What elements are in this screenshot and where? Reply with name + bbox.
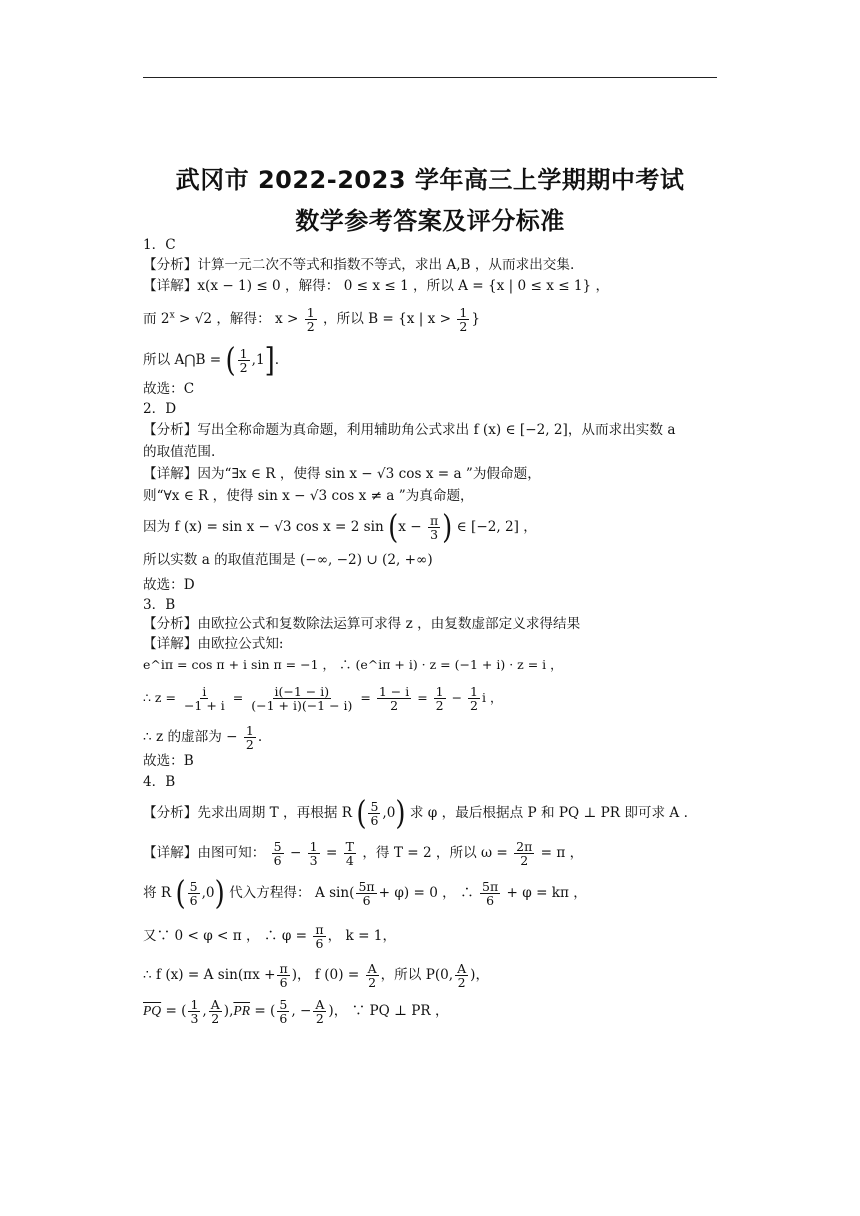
- frac-den: 6: [189, 893, 198, 908]
- frac-num: i(−1 − i): [274, 684, 330, 699]
- q1-l2-exp: x: [169, 310, 175, 321]
- q4-d4-post: )，: [470, 967, 490, 983]
- q3-header: 3．B: [143, 597, 176, 613]
- q4-d2-post: + φ = kπ ，: [506, 885, 587, 901]
- q1-detail-text: x(x − 1) ≤ 0 ，解得： 0 ≤ x ≤ 1 ，所以 A = {x | 0 ≤ x ≤ 1} ，: [197, 278, 610, 294]
- q4-frac-5-6-b: [188, 880, 200, 907]
- q3-analysis: 【分析】由欧拉公式和复数除法运算可求得 z ，由复数虚部定义求得结果: [143, 616, 581, 632]
- frac-num: 1 − i: [378, 684, 410, 699]
- frac-den: (−1 + i)(−1 − i): [251, 698, 353, 713]
- q2-analysis-1: 【分析】写出全称命题为真命题，利用辅助角公式求出 f (x) ∈ [−2, 2]，从而求出实数 a: [143, 422, 676, 438]
- vector-pq: $\overline{PQ}$: [143, 1003, 162, 1018]
- q2-analysis-2: 的取值范围.: [143, 444, 216, 460]
- q1-header: 1．C: [143, 237, 176, 253]
- q4-an-mid: ,0: [382, 805, 396, 821]
- q1-l3-pre: 所以 A⋂B =: [143, 352, 222, 368]
- q2-answer: 故选：D: [143, 577, 195, 593]
- frac-num: T: [345, 839, 355, 854]
- left-paren: (: [356, 794, 367, 833]
- frac-num: A: [315, 997, 325, 1012]
- q4-d4-mid2: ，所以 P(0,: [380, 967, 454, 983]
- q4-detail-5: $\overline{PQ}$ = ( $\frac{1}{3}$ , $\frac{A}{2}$ )$,\overline{PR}$ = ( $\frac{5}{6}$ , − $\frac{A}{2}$ )， ∵ PQ ⊥ PR ，: [143, 997, 449, 1026]
- q4-frac-1-3: [308, 840, 320, 867]
- frac-den: 2: [239, 360, 248, 375]
- q3-d3-pre: ∴ z =: [143, 690, 176, 705]
- q3-frac-5: [468, 685, 480, 712]
- frac-den: 2: [470, 698, 478, 713]
- vector-pr: $\overline{PR}$: [233, 1003, 251, 1018]
- frac-den: 2: [457, 975, 466, 990]
- q4-detail-1: 【详解】由图可知： $\frac{5}{6}$ − $\frac{1}{3}$ = $\frac{T}{4}$ ，得 T = 2 ，所以 ω = $\frac{2\pi}{2}$ = π ，: [143, 839, 584, 868]
- q4-frac-5-6: [368, 800, 380, 827]
- frac-den: 2: [435, 698, 444, 713]
- q2-d3-pre: 因为 f (x) = sin x − √3 cos x = 2 sin: [143, 519, 384, 535]
- frac-den: 2: [306, 319, 315, 334]
- q3-d4-pre: ∴ z 的虚部为 −: [143, 729, 238, 745]
- frac-den: 6: [279, 975, 288, 990]
- frac-num: i: [202, 684, 207, 699]
- q4-d5-post: )， ∵ PQ ⊥ PR ，: [328, 1003, 449, 1019]
- frac-den: 6: [486, 893, 495, 908]
- q3-frac-3: [377, 685, 411, 712]
- q4-analysis: [143, 794, 688, 833]
- q2-header: 2．D: [143, 401, 177, 417]
- q4-header: 4．B: [143, 774, 176, 790]
- q4-frac-2pi-2: [514, 840, 534, 867]
- q4-frac-5pi-6: [356, 880, 376, 907]
- q4-d3-pre: 又∵ 0 < φ < π ， ∴ φ =: [143, 928, 308, 944]
- q4-detail-4: [143, 962, 489, 989]
- frac-num: π: [429, 513, 439, 528]
- frac-den: 2: [211, 1011, 220, 1026]
- frac-num: A: [210, 997, 220, 1012]
- right-paren: ): [442, 508, 453, 547]
- q4-d1-mid: ，得 T = 2 ，所以 ω =: [362, 845, 508, 861]
- frac-den: 6: [279, 1011, 288, 1026]
- frac-num: 1: [435, 684, 444, 699]
- q4-d2-mid2: + φ) = 0 ， ∴: [378, 885, 474, 901]
- page-subtitle: 数学参考答案及评分标准: [295, 207, 565, 235]
- q3-detail-2: e^iπ = cos π + i sin π = −1 ， ∴ (e^iπ + i) · z = (−1 + i) · z = i ，: [143, 657, 563, 672]
- q1-l2-end: }: [471, 311, 480, 327]
- frac-den: 2: [459, 319, 468, 334]
- frac-den: 4: [345, 853, 354, 868]
- q4-frac-1-3-b: [188, 998, 200, 1025]
- frac-den: 2: [368, 975, 377, 990]
- frac-num: 5: [273, 839, 282, 854]
- frac-num: 1: [459, 305, 468, 320]
- q1-fraction-half: [305, 306, 317, 333]
- q1-l3-post: .: [274, 352, 280, 368]
- left-paren: (: [175, 874, 186, 913]
- q4-frac-5-6: [272, 840, 284, 867]
- q4-d5-b: ),: [223, 1003, 234, 1019]
- q4-d5-d: , −: [291, 1003, 312, 1019]
- q4-detail-3: [143, 923, 396, 950]
- q4-frac-A-2: [366, 962, 379, 989]
- frac-den: 2: [520, 853, 529, 868]
- q2-d3-x: x −: [398, 519, 422, 535]
- q4-frac-5pi-6-b: [480, 880, 500, 907]
- q3-answer: 故选：B: [143, 753, 194, 769]
- q4-frac-5-6-c: [277, 998, 289, 1025]
- q2-detail-2: 则“∀x ∈ R ，使得 sin x − √3 cos x ≠ a ”为真命题，: [143, 488, 474, 504]
- q3-d4-post: .: [257, 729, 263, 745]
- frac-num: π: [279, 961, 288, 976]
- q4-frac-pi-6: [313, 923, 325, 950]
- q4-d1-pre: 【详解】由图可知：: [143, 845, 266, 861]
- frac-num: π: [315, 922, 324, 937]
- q1-answer: 故选：C: [143, 381, 195, 397]
- q4-an-pre: 【分析】先求出周期 T ，再根据 R: [143, 805, 352, 821]
- frac-den: 2: [390, 698, 399, 713]
- frac-num: 2π: [516, 839, 533, 854]
- q4-frac-A-2-d: [313, 998, 326, 1025]
- q3-frac-1: [182, 685, 227, 712]
- frac-den: −1 + i: [183, 698, 225, 713]
- q4-frac-A-2-c: [209, 998, 222, 1025]
- frac-num: 1: [309, 839, 318, 854]
- frac-num: 5: [189, 879, 198, 894]
- frac-num: 1: [470, 684, 478, 699]
- q4-d2-zero: ,0: [201, 885, 215, 901]
- q1-l3-comma: ,1: [251, 352, 265, 368]
- frac-num: 5: [370, 799, 379, 814]
- q1-l2-post: ，所以 B = {x | x >: [323, 311, 452, 327]
- q1-fraction-half-2: [457, 306, 469, 333]
- q4-d2-mid: 代入方程得： A sin(: [229, 885, 355, 901]
- q4-d1-post: = π ，: [540, 845, 584, 861]
- frac-num: 5: [279, 997, 288, 1012]
- frac-den: 3: [430, 527, 439, 542]
- frac-den: 6: [273, 853, 282, 868]
- q4-d2-pre: 将 R: [143, 885, 172, 901]
- q3-detail-3: ∴ z = $\frac{i}{-1 + i}$ = $\frac{i(-1 - i)}{(-1 + i)(-1 - i)}$ = $\frac{1 - i}{2}$ = $\frac{1}{2}$ − $\frac{1}{2}$ i ，: [143, 684, 503, 713]
- frac-den: 6: [370, 813, 379, 828]
- q1-detail-3: [143, 341, 280, 380]
- q3-frac-4: [434, 685, 446, 712]
- q1-fraction-half-3: [238, 347, 250, 374]
- frac-num: 1: [245, 723, 254, 738]
- frac-den: 2: [315, 1011, 324, 1026]
- frac-den: 3: [309, 853, 318, 868]
- right-paren: ): [214, 874, 225, 913]
- frac-num: A: [457, 961, 467, 976]
- q4-d4-pre: ∴ f (x) = A sin(πx +: [143, 967, 276, 983]
- q1-detail-label: 【详解】: [143, 278, 198, 294]
- q1-detail-2: [143, 306, 480, 333]
- q4-d5-a: = (: [161, 1003, 187, 1019]
- q3-detail-1: 【详解】由欧拉公式知:: [143, 636, 284, 652]
- left-paren: (: [388, 508, 399, 547]
- q2-detail-4: 所以实数 a 的取值范围是 (−∞, −2) ∪ (2, +∞): [143, 552, 433, 568]
- frac-den: 6: [362, 893, 371, 908]
- q3-d3-post: i ，: [481, 690, 503, 705]
- frac-num: 1: [306, 305, 315, 320]
- q3-frac-2: [249, 685, 354, 712]
- q2-detail-3: [143, 508, 537, 547]
- frac-num: 1: [239, 346, 248, 361]
- q1-detail-1: [143, 277, 609, 295]
- q2-detail-1: 【详解】因为“∃x ∈ R ，使得 sin x − √3 cos x = a ”为假命题，: [143, 466, 541, 482]
- q4-an-post: 求 φ ，最后根据点 P 和 PQ ⊥ PR 即可求 A .: [409, 805, 688, 821]
- q3-frac-half: [244, 724, 256, 751]
- right-bracket: ]: [264, 341, 275, 380]
- q1-analysis: 【分析】计算一元二次不等式和指数不等式，求出 A,B ，从而求出交集.: [143, 257, 575, 273]
- q1-l2-mid: > √2 ，解得： x >: [174, 311, 299, 327]
- frac-den: 6: [315, 936, 324, 951]
- q3-detail-4: [143, 724, 262, 751]
- q4-frac-T-4: [344, 840, 356, 867]
- frac-num: A: [367, 961, 377, 976]
- frac-num: 5π: [482, 879, 499, 894]
- frac-den: 2: [245, 737, 254, 752]
- page-title: 武冈市 2022-2023 学年高三上学期期中考试: [175, 166, 685, 194]
- q2-d3-post: ∈ [−2, 2] ，: [456, 519, 537, 535]
- q4-frac-A-2-b: [455, 962, 468, 989]
- q4-d3-post: ， k = 1，: [327, 928, 397, 944]
- q4-d5-c: = (: [250, 1003, 276, 1019]
- frac-den: 3: [190, 1011, 199, 1026]
- left-paren: (: [225, 341, 236, 380]
- frac-num: 1: [190, 997, 199, 1012]
- q4-detail-2: [143, 874, 587, 913]
- q2-fraction-pi-3: [428, 514, 440, 541]
- q4-d4-mid: )， f (0) =: [291, 967, 360, 983]
- q4-frac-pi-6-b: [277, 962, 289, 989]
- q1-l2-pre: 而 2: [143, 311, 170, 327]
- right-paren: ): [395, 794, 406, 833]
- frac-num: 5π: [358, 879, 375, 894]
- header-rule: [143, 77, 717, 78]
